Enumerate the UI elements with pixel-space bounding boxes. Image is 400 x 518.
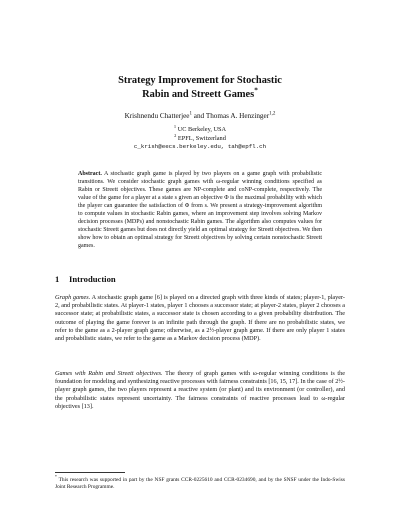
section-title: Introduction <box>69 274 116 284</box>
footnote-rule <box>55 472 125 473</box>
affiliation-2-mark: 2 <box>174 132 177 138</box>
abstract <box>78 170 322 250</box>
title-line-1: Strategy Improvement for Stochastic <box>118 75 282 86</box>
affiliations <box>40 123 360 152</box>
paper-title <box>40 74 360 102</box>
footnote <box>55 477 345 491</box>
section-heading <box>55 274 345 284</box>
paragraph-2-text: The theory of graph games with ω-regular winning conditions is the foundation for modeling and synthesizing reactive processes with fairness constraints [16, 15, 17]. In the case of 2½-player graph games, the two players represent a reactive system (or plant) and its environment (or controller), and the probabilistic states represent uncertainty. The fairness constraints of reactive processes lead to ω-regular objectives [13]. <box>55 370 345 410</box>
affiliation-1 <box>40 123 360 135</box>
title-line-2-text: Rabin and Streett Games <box>142 89 255 100</box>
intro-paragraph-1 <box>55 294 345 343</box>
author-list <box>40 112 360 121</box>
author-emails: c_krish@eecs.berkeley.edu, tah@epfl.ch <box>133 143 267 151</box>
paragraph-1-lead: Graph games. <box>55 294 91 301</box>
affiliation-1-text: UC Berkeley, USA <box>177 126 227 133</box>
paragraph-1-text: A stochastic graph game [6] is played on a directed graph with three kinds of states; player-1, player-2, and probabilistic states. At player-1 states, player 1 chooses a successor state; at player-2 states, player 2 chooses a successor state; at probabilistic states, a successor state is chosen according to a given probability distribution. The outcome of playing the game forever is an infinite path through the graph. If there are no probabilistic states, we refer to the game as a 2-player graph game; otherwise, as a 2½-player graph game. If there are only player 1 states and probabilistic states, we refer to the game as a Markov decision process (MDP). <box>55 294 345 343</box>
author-2: Thomas A. Henzinger <box>205 112 270 120</box>
section-number: 1 <box>55 274 60 284</box>
affiliation-2 <box>40 132 360 144</box>
affiliation-1-mark: 1 <box>173 123 177 129</box>
footnote-text: This research was supported in part by the NSF grants CCR-0225610 and CCR-0234690, and by the SNSF under the Indo-Swiss Joint Research Programme. <box>55 477 345 491</box>
abstract-text: A stochastic graph game is played by two players on a game graph with probabilistic transitions. We consider stochastic graph games with ω-regular winning conditions specified as Rabin or Streett objectives. These games are NP-complete and coNP-complete, respectively. The value of the game for a player at a state s given an objective Φ is the maximal probability with which the player can guarantee the satisfaction of Φ from s. We present a strategy-improvement algorithm to compute values in stochastic Rabin games, where an improvement step involves solving Markov decision processes (MDPs) and nonstochastic Rabin games. The algorithm also computes values for stochastic Streett games but does not directly yield an optimal strategy for Streett objectives. We then show how to obtain an optimal strategy for Streett objectives by solving certain nonstochastic Streett games. <box>78 171 322 249</box>
paragraph-2-lead: Games with Rabin and Streett objectives. <box>55 370 163 377</box>
title-line-2 <box>40 88 360 102</box>
author-1: Krishnendu Chatterjee <box>124 112 190 120</box>
footnote-mark: * <box>55 475 57 480</box>
affiliation-2-text: EPFL, Switzerland <box>177 134 226 142</box>
author-2-affil: 1,2 <box>269 111 276 117</box>
title-footnote-mark: * <box>254 86 258 95</box>
author-and: and <box>193 112 205 120</box>
intro-paragraph-2 <box>55 370 345 411</box>
author-1-affil: 1 <box>189 111 192 117</box>
abstract-label: Abstract. <box>78 171 102 177</box>
